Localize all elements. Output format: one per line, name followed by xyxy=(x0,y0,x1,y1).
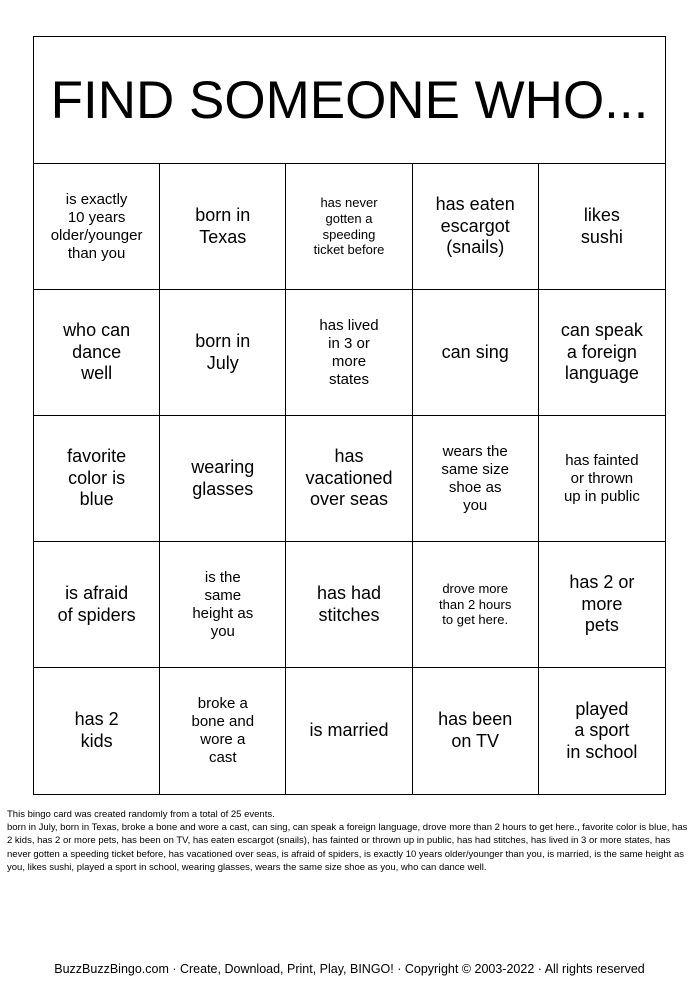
bingo-cell-text: has never gotten a speeding ticket before xyxy=(313,195,385,258)
bingo-cell xyxy=(539,416,665,542)
bingo-cell-text: is married xyxy=(309,720,389,741)
bingo-cell-text: born in July xyxy=(195,330,251,373)
title-cell xyxy=(34,37,665,164)
bingo-cell xyxy=(539,542,665,668)
bingo-cell xyxy=(286,668,412,794)
bingo-cell-text: has vacationed over seas xyxy=(305,446,393,510)
bingo-cell-text: drove more than 2 hours to get here. xyxy=(439,581,512,628)
bingo-cell-text: is afraid of spiders xyxy=(57,582,136,625)
bingo-cell xyxy=(34,542,160,668)
bingo-cell-text: born in Texas xyxy=(195,204,251,247)
bingo-cell xyxy=(413,416,539,542)
bingo-cell xyxy=(286,290,412,416)
bingo-cell-text: can sing xyxy=(441,341,509,362)
bingo-cell-text: is the same height as you xyxy=(192,568,254,640)
bingo-cell xyxy=(34,668,160,794)
bingo-cell xyxy=(413,164,539,290)
created-note: This bingo card was created randomly from a total of 25 events. xyxy=(7,809,275,820)
events-list: born in July, born in Texas, broke a bone and wore a cast, can sing, can speak a foreign language, drove more than 2 hours to get here., favorite color is blue, has 2 kids, has 2 or more pets, has been on TV, has eaten escargot (snails), has fainted or thrown up in public, has had stitches, has lived in 3 or more states, has never gotten a speeding ticket before, has vacationed over seas, is afraid of spiders, is exactly 10 years older/younger than you, is married, is the same height as you, likes sushi, played a sport in school, wearing glasses, wears the same size shoe as you, who can dance well. xyxy=(7,822,688,873)
bingo-grid xyxy=(34,164,665,794)
bingo-cell-text: likes sushi xyxy=(580,204,623,247)
card-title: FIND SOMEONE WHO... xyxy=(50,70,649,130)
bingo-cell xyxy=(286,542,412,668)
bingo-cell xyxy=(160,290,286,416)
bingo-cell xyxy=(413,668,539,794)
bingo-cell-text: played a sport in school xyxy=(566,698,638,762)
bingo-cell-text: wears the same size shoe as you xyxy=(441,442,509,514)
bingo-cell xyxy=(34,290,160,416)
bingo-cell xyxy=(34,416,160,542)
bingo-cell-text: has had stitches xyxy=(316,582,382,625)
bingo-cell xyxy=(160,164,286,290)
bingo-cell xyxy=(160,416,286,542)
bingo-cell xyxy=(413,290,539,416)
bingo-cell-text: favorite color is blue xyxy=(67,446,127,510)
bingo-cell-text: has been on TV xyxy=(438,709,513,751)
bingo-cell-text: who can dance well xyxy=(63,320,131,384)
bingo-cell xyxy=(539,668,665,794)
bingo-cell xyxy=(286,164,412,290)
bingo-cell-text: wearing glasses xyxy=(191,456,255,499)
copyright-line: BuzzBuzzBingo.com · Create, Download, Print, Play, BINGO! · Copyright © 2003-2022 · All rights reserved xyxy=(54,962,645,976)
bingo-cell-text: is exactly 10 years older/younger than you xyxy=(50,190,143,262)
bingo-cell-text: has fainted or thrown up in public xyxy=(563,451,640,505)
bingo-cell-text: has lived in 3 or more states xyxy=(319,316,379,388)
footer-note xyxy=(7,808,691,874)
bingo-cell xyxy=(539,164,665,290)
bingo-cell xyxy=(539,290,665,416)
bingo-cell xyxy=(34,164,160,290)
bingo-cell-text: broke a bone and wore a cast xyxy=(191,695,255,766)
bingo-cell-text: can speak a foreign language xyxy=(560,320,643,384)
bingo-cell xyxy=(413,542,539,668)
bingo-cell xyxy=(160,542,286,668)
bingo-cell-text: has 2 or more pets xyxy=(569,572,635,636)
bingo-cell-text: has eaten escargot (snails) xyxy=(435,194,515,258)
bingo-card xyxy=(33,36,666,795)
bingo-cell-text: has 2 kids xyxy=(74,709,119,751)
bingo-cell xyxy=(160,668,286,794)
bingo-cell xyxy=(286,416,412,542)
